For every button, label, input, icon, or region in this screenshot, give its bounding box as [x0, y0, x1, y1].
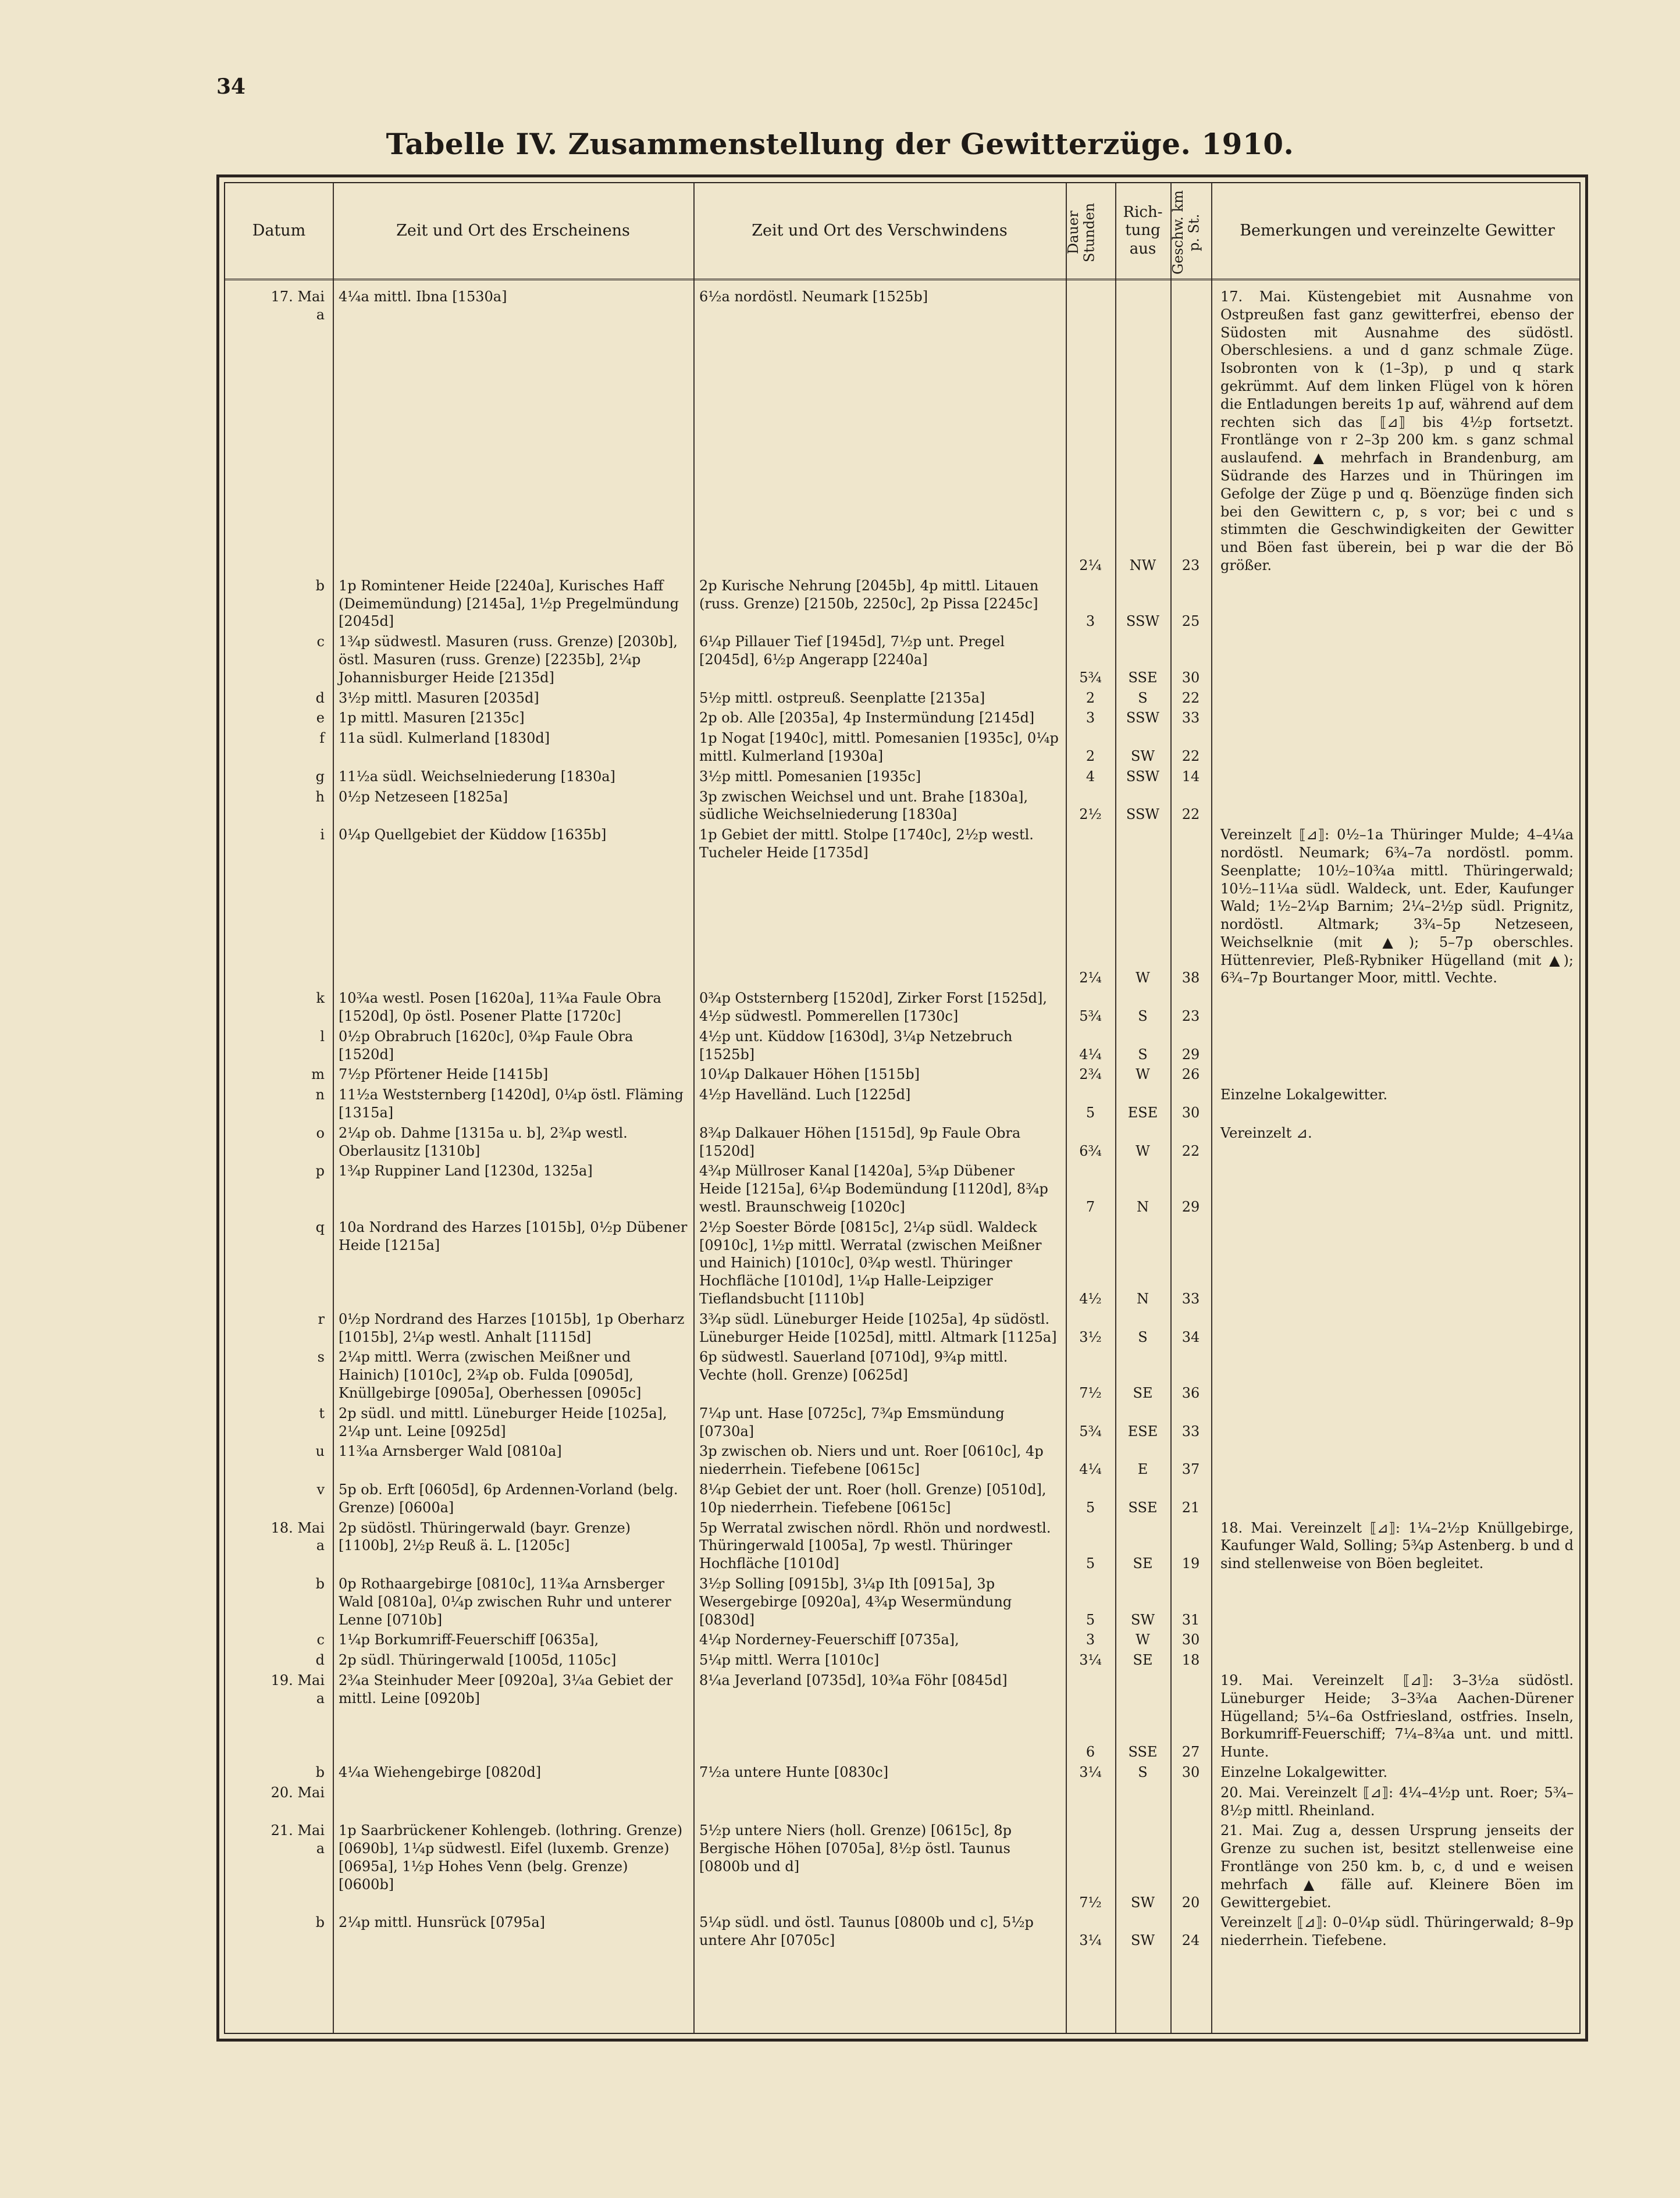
table-row: [225, 788, 1579, 824]
row-geschw: 20: [1181, 1894, 1200, 1911]
row-date: f: [319, 730, 325, 747]
row-date: b: [315, 1764, 325, 1780]
row-date: c: [316, 633, 325, 650]
row-richtung: S: [1138, 1008, 1148, 1025]
row-date: 19. Mai a: [270, 1672, 325, 1707]
table-row: [225, 1219, 1579, 1308]
row-erscheinen: 1p mittl. Masuren [2135c]: [339, 710, 525, 726]
row-bemerkung: [1211, 1481, 1579, 1517]
row-geschw: 30: [1181, 1764, 1200, 1780]
header-dauer: Dauer Stunden: [1065, 202, 1098, 263]
table-row: [225, 1028, 1579, 1064]
row-dauer: 5¾: [1079, 1423, 1102, 1440]
row-bemerkung: [1211, 1066, 1579, 1084]
row-bemerkung: [1211, 1310, 1579, 1346]
row-erscheinen: 11¾a Arnsberger Wald [0810a]: [339, 1443, 562, 1460]
row-bemerkung: [1211, 1219, 1579, 1308]
row-bemerkung: [1211, 689, 1579, 707]
row-richtung: SW: [1130, 747, 1155, 764]
header-bemerkungen: Bemerkungen und vereinzelte Gewitter: [1240, 221, 1555, 240]
row-dauer: 7: [1085, 1199, 1095, 1216]
row-dauer: 3: [1085, 613, 1095, 630]
table-frame: [216, 174, 1588, 2042]
row-bemerkung: [1211, 577, 1579, 630]
row-dauer: 6¾: [1079, 1142, 1102, 1159]
row-verschwinden: 5½p mittl. ostpreuß. Seenplatte [2135a]: [699, 689, 985, 706]
row-dauer: 4¼: [1079, 1046, 1102, 1063]
row-richtung: NW: [1129, 557, 1156, 573]
row-date: h: [315, 788, 325, 805]
page-number: 34: [216, 74, 246, 99]
row-bemerkung: [1211, 989, 1579, 1025]
row-dauer: 5: [1085, 1555, 1095, 1572]
table-body: [225, 288, 1579, 1952]
row-date: b: [315, 577, 325, 594]
row-erscheinen: [333, 1784, 693, 1820]
row-erscheinen: 1p Saarbrückener Kohlengeb. (lothring. Grenze) [0690b], 1¼p südwestl. Eifel (luxemb. Grenze) [0695a], 1½p Hohes Venn (belg. Grenze) [0600b]: [339, 1822, 683, 1893]
row-verschwinden: 8¼p Gebiet der unt. Roer (holl. Grenze) [0510d], 10p niederrhein. Tiefebene [0615c]: [699, 1481, 1047, 1516]
row-erscheinen: 10¾a westl. Posen [1620a], 11¾a Faule Obra [1520d], 0p östl. Posener Platte [1720c]: [339, 990, 661, 1025]
table-row: [225, 1575, 1579, 1629]
table-row: [225, 577, 1579, 630]
row-richtung: SE: [1133, 1555, 1153, 1572]
row-geschw: 33: [1181, 710, 1200, 726]
row-dauer: 2¼: [1079, 557, 1102, 573]
table-row: [225, 1124, 1579, 1160]
row-richtung: SSW: [1126, 613, 1160, 630]
row-date: m: [311, 1066, 325, 1083]
row-geschw: 27: [1181, 1744, 1200, 1761]
row-verschwinden: 3½p mittl. Pomesanien [1935c]: [699, 768, 921, 785]
row-verschwinden: 1p Nogat [1940c], mittl. Pomesanien [1935c], 0¼p mittl. Kulmerland [1930a]: [699, 730, 1059, 764]
row-geschw: 33: [1181, 1423, 1200, 1440]
row-verschwinden: 7½a untere Hunte [0830c]: [699, 1764, 889, 1780]
row-verschwinden: 6¼p Pillauer Tief [1945d], 7½p unt. Pregel [2045d], 6½p Angerapp [2240a]: [699, 633, 1005, 668]
row-erscheinen: 10a Nordrand des Harzes [1015b], 0½p Dübener Heide [1215a]: [339, 1219, 688, 1253]
row-geschw: 19: [1181, 1555, 1200, 1572]
row-erscheinen: 4¼a mittl. Ibna [1530a]: [339, 288, 507, 305]
row-erscheinen: 0p Rothaargebirge [0810c], 11¾a Arnsberger Wald [0810a], 0¼p zwischen Ruhr und unterer Lenne [0710b]: [339, 1575, 671, 1628]
table-row: [225, 1310, 1579, 1346]
row-date: q: [315, 1219, 325, 1235]
row-dauer: [1066, 1784, 1115, 1820]
row-geschw: 30: [1181, 1631, 1200, 1648]
row-bemerkung: [1211, 1631, 1579, 1649]
row-bemerkung: [1211, 1651, 1579, 1669]
row-erscheinen: 2¼p mittl. Hunsrück [0795a]: [339, 1914, 545, 1931]
row-date: r: [318, 1310, 325, 1327]
row-verschwinden: 3½p Solling [0915b], 3¼p Ith [0915a], 3p Wesergebirge [0920a], 4¾p Wesermündung [0830d]: [699, 1575, 1012, 1628]
row-dauer: 2¾: [1079, 1066, 1102, 1083]
page-title: Tabelle IV. Zusammenstellung der Gewitterzüge. 1910.: [386, 127, 1294, 161]
table-row: [225, 1631, 1579, 1649]
row-verschwinden: 2p Kurische Nehrung [2045b], 4p mittl. Litauen (russ. Grenze) [2150b, 2250c], 2p Pissa [2245c]: [699, 577, 1039, 612]
row-erscheinen: 1¼p Borkumriff-Feuerschiff [0635a],: [339, 1631, 599, 1648]
row-geschw: 22: [1181, 1142, 1200, 1159]
row-richtung: S: [1138, 1046, 1148, 1063]
row-verschwinden: 4½p Havelländ. Luch [1225d]: [699, 1086, 911, 1103]
table-row: [225, 1162, 1579, 1216]
table-row: [225, 1348, 1579, 1402]
row-richtung: W: [1136, 1066, 1150, 1083]
row-geschw: 23: [1181, 1008, 1200, 1025]
row-richtung: ESE: [1127, 1423, 1158, 1440]
row-geschw: 24: [1181, 1932, 1200, 1949]
row-richtung: SE: [1133, 1385, 1153, 1402]
row-date: c: [316, 1631, 325, 1648]
row-verschwinden: 5½p untere Niers (holl. Grenze) [0615c], 8p Bergische Höhen [0705a], 8½p östl. Taunus [0800b und d]: [699, 1822, 1012, 1875]
row-geschw: 22: [1181, 806, 1200, 823]
row-richtung: SE: [1133, 1652, 1153, 1669]
row-erscheinen: 1¾p südwestl. Masuren (russ. Grenze) [2030b], östl. Masuren (russ. Grenze) [2235b], 2¼p Johannisburger Heide [2135d]: [339, 633, 678, 686]
row-dauer: 3¼: [1079, 1932, 1102, 1949]
row-geschw: 21: [1181, 1499, 1200, 1516]
row-richtung: SSE: [1128, 669, 1158, 686]
header-verschwinden: Zeit und Ort des Verschwindens: [752, 221, 1008, 240]
row-erscheinen: 4¼a Wiehengebirge [0820d]: [339, 1764, 542, 1780]
row-erscheinen: 11a südl. Kulmerland [1830d]: [339, 730, 550, 747]
row-date: e: [316, 710, 325, 726]
row-geschw: 18: [1181, 1652, 1200, 1669]
table-row: [225, 1784, 1579, 1820]
row-geschw: 36: [1181, 1385, 1200, 1402]
row-verschwinden: 3p zwischen Weichsel und unt. Brahe [1830a], südliche Weichselniederung [1830a]: [699, 788, 1028, 823]
row-geschw: 25: [1181, 613, 1200, 630]
row-dauer: 2: [1085, 747, 1095, 764]
row-bemerkung: [1211, 768, 1579, 786]
row-erscheinen: 3½p mittl. Masuren [2035d]: [339, 689, 539, 706]
row-dauer: 4: [1085, 768, 1095, 785]
row-verschwinden: 2½p Soester Börde [0815c], 2¼p südl. Waldeck [0910c], 1½p mittl. Werratal (zwischen Meißner und Hainich) [1010c], 0¾p westl. Thüringer Hochfläche [1010d], 1¼p Halle-Leipziger Tieflandsbucht [1110b]: [699, 1219, 1042, 1308]
row-bemerkung: [1211, 1442, 1579, 1479]
header-erscheinen: Zeit und Ort des Erscheinens: [396, 221, 630, 240]
row-geschw: 23: [1181, 557, 1200, 573]
row-erscheinen: 2¼p ob. Dahme [1315a u. b], 2¾p westl. Oberlausitz [1310b]: [339, 1124, 628, 1159]
row-bemerkung: 20. Mai. Vereinzelt ⟦⊿⟧: 4¼–4½p unt. Roer; 5¾–8½p mittl. Rheinland.: [1220, 1784, 1574, 1819]
row-erscheinen: 0¼p Quellgebiet der Küddow [1635b]: [339, 827, 607, 843]
row-geschw: 34: [1181, 1328, 1200, 1345]
row-date: 21. Mai a: [270, 1822, 325, 1857]
row-dauer: 7½: [1079, 1385, 1102, 1402]
row-dauer: 4½: [1079, 1291, 1102, 1308]
row-bemerkung: Vereinzelt ⊿.: [1220, 1124, 1312, 1141]
row-verschwinden: 8¾p Dalkauer Höhen [1515d], 9p Faule Obra [1520d]: [699, 1124, 1021, 1159]
row-richtung: N: [1137, 1199, 1149, 1216]
row-geschw: 33: [1181, 1291, 1200, 1308]
row-richtung: W: [1136, 970, 1150, 986]
row-verschwinden: 7¼p unt. Hase [0725c], 7¾p Emsmündung [0730a]: [699, 1405, 1005, 1440]
row-date: g: [315, 768, 325, 785]
row-bemerkung: 19. Mai. Vereinzelt ⟦⊿⟧: 3–3½a südöstl. Lüneburger Heide; 3–3¾a Aachen-Dürener Hügelland; 5¼–6a Ostfriesland, ostfries. Inseln, Borkumriff-Feuerschiff; 7¼–8¾a unt. und mittl. Hunte.: [1220, 1672, 1574, 1761]
row-richtung: E: [1137, 1461, 1148, 1478]
row-date: d: [315, 1652, 325, 1669]
row-verschwinden: 4¼p Norderney-Feuerschiff [0735a],: [699, 1631, 959, 1648]
row-date: d: [315, 689, 325, 706]
row-richtung: S: [1138, 689, 1148, 706]
table-row: [225, 1651, 1579, 1669]
row-date: i: [320, 827, 325, 843]
row-date: 20. Mai: [270, 1784, 325, 1801]
header-geschw: Geschw. km p. St.: [1170, 190, 1202, 275]
row-erscheinen: 0½p Nordrand des Harzes [1015b], 1p Oberharz [1015b], 2¼p westl. Anhalt [1115d]: [339, 1310, 685, 1345]
row-bemerkung: [1211, 633, 1579, 686]
row-erscheinen: 1p Romintener Heide [2240a], Kurisches Haff (Deimemündung) [2145a], 1½p Pregelmündung [2045d]: [339, 577, 679, 630]
table-row: [225, 729, 1579, 765]
row-erscheinen: 2¼p mittl. Werra (zwischen Meißner und Hainich) [1010c], 2¾p ob. Fulda [0905d], Knüllgebirge [0905a], Oberhessen [0905c]: [339, 1349, 642, 1402]
row-richtung: S: [1138, 1764, 1148, 1780]
row-verschwinden: 3¾p südl. Lüneburger Heide [1025a], 4p südöstl. Lüneburger Heide [1025d], mittl. Altmark [1125a]: [699, 1310, 1057, 1345]
row-verschwinden: 8¼a Jeverland [0735d], 10¾a Föhr [0845d]: [699, 1672, 1008, 1688]
row-bemerkung: [1211, 1405, 1579, 1441]
row-erscheinen: 2p südöstl. Thüringerwald (bayr. Grenze) [1100b], 2½p Reuß ä. L. [1205c]: [339, 1519, 631, 1554]
row-richtung: W: [1136, 1631, 1150, 1648]
table-row: [225, 1914, 1579, 1950]
table-row: [225, 1086, 1579, 1122]
row-richtung: SW: [1130, 1932, 1155, 1949]
row-erscheinen: 11½a Weststernberg [1420d], 0¼p östl. Fläming [1315a]: [339, 1086, 684, 1121]
row-geschw: 22: [1181, 689, 1200, 706]
row-erscheinen: 2p südl. Thüringerwald [1005d, 1105c]: [339, 1652, 617, 1669]
row-dauer: 2¼: [1079, 970, 1102, 986]
row-erscheinen: 2¾a Steinhuder Meer [0920a], 3¼a Gebiet der mittl. Leine [0920b]: [339, 1672, 673, 1707]
row-date: b: [315, 1575, 325, 1592]
row-erscheinen: 7½p Pförtener Heide [1415b]: [339, 1066, 549, 1083]
row-erscheinen: 11½a südl. Weichselniederung [1830a]: [339, 768, 615, 785]
row-erscheinen: 2p südl. und mittl. Lüneburger Heide [1025a], 2¼p unt. Leine [0925d]: [339, 1405, 667, 1440]
table-row: [225, 1481, 1579, 1517]
row-date: t: [319, 1405, 325, 1422]
table-row: [225, 989, 1579, 1025]
row-verschwinden: 5p Werratal zwischen nördl. Rhön und nordwestl. Thüringerwald [1005a], 7p westl. Thüringer Hochfläche [1010d]: [699, 1519, 1051, 1572]
row-bemerkung: 18. Mai. Vereinzelt ⟦⊿⟧: 1¼–2½p Knüllgebirge, Kaufunger Wald, Solling; 5¾p Astenberg. b und d sind stellenweise von Böen begleitet.: [1220, 1519, 1574, 1572]
row-richtung: SSW: [1126, 768, 1160, 785]
row-verschwinden: 6½a nordöstl. Neumark [1525b]: [699, 288, 928, 305]
row-dauer: 5: [1085, 1611, 1095, 1628]
row-date: l: [320, 1028, 325, 1045]
row-verschwinden: [693, 1784, 1066, 1820]
row-richtung: SSW: [1126, 710, 1160, 726]
row-date: u: [315, 1443, 325, 1460]
row-date: o: [316, 1124, 325, 1141]
row-date: v: [316, 1481, 325, 1498]
row-verschwinden: 6p südwestl. Sauerland [0710d], 9¾p mittl. Vechte (holl. Grenze) [0625d]: [699, 1349, 1008, 1384]
row-erscheinen: 5p ob. Erft [0605d], 6p Ardennen-Vorland (belg. Grenze) [0600a]: [339, 1481, 678, 1516]
row-richtung: SSE: [1128, 1499, 1158, 1516]
row-erscheinen: 0½p Netzeseen [1825a]: [339, 788, 508, 805]
row-verschwinden: 5¼p südl. und östl. Taunus [0800b und c], 5½p untere Ahr [0705c]: [699, 1914, 1034, 1949]
row-richtung: ESE: [1127, 1105, 1158, 1121]
row-geschw: 26: [1181, 1066, 1200, 1083]
table-row: [225, 709, 1579, 727]
row-verschwinden: 5¼p mittl. Werra [1010c]: [699, 1652, 880, 1669]
table-row: [225, 633, 1579, 686]
row-richtung: W: [1136, 1142, 1150, 1159]
row-dauer: 3: [1085, 710, 1095, 726]
row-date: n: [315, 1086, 325, 1103]
row-date: b: [315, 1914, 325, 1931]
table-row: [225, 826, 1579, 987]
row-bemerkung: Vereinzelt ⟦⊿⟧: 0½–1a Thüringer Mulde; 4–4¼a nordöstl. Neumark; 6¾–7a nordöstl. pomm. Seenplatte; 10½–10¾a mittl. Thüringerwald; 10½–11¼a südl. Waldeck, unt. Eder, Kaufunger Wald; 1½–2¼p Barnim; 2¼–2½p südl. Prignitz, nordöstl. Altmark; 3¾–5p Netzeseen, Weichselknie (mit ▲); 5–7p oberschles. Hüttenrevier, Pleß-Rybniker Hügelland (mit ▲); 6¾–7p Bourtanger Moor, mittl. Vechte.: [1220, 827, 1574, 986]
header-datum: Datum: [252, 221, 306, 240]
row-geschw: 30: [1181, 669, 1200, 686]
row-richtung: [1115, 1784, 1170, 1820]
row-bemerkung: 17. Mai. Küstengebiet mit Ausnahme von Ostpreußen fast ganz gewitterfrei, ebenso der Südosten mit Ausnahme des südöstl. Oberschlesiens. a und d ganz schmale Züge. Isobronten von k (1–3p), p und q stark gekrümmt. Auf dem linken Flügel von k hören die Entladungen bereits 1p auf, während auf dem rechten sich das ⟦⊿⟧ bis 4½p fortsetzt. Frontlänge von r 2–3p 200 km. s ganz schmal auslaufend. ▲ mehrfach in Brandenburg, am Südrande des Harzes und in Thüringen im Gefolge der Züge p und q. Böenzüge finden sich bei den Gewittern c, p, s vor; bei c und s stimmten die Geschwindigkeiten der Gewitter und Böen fast überein, bei p war die der Bö größer.: [1220, 288, 1574, 573]
row-bemerkung: Einzelne Lokalgewitter.: [1220, 1086, 1388, 1103]
row-geschw: [1170, 1784, 1211, 1820]
row-geschw: 37: [1181, 1461, 1200, 1478]
table-row: [225, 1822, 1579, 1911]
row-dauer: 5: [1085, 1499, 1095, 1516]
row-date: 18. Mai a: [270, 1519, 325, 1554]
row-dauer: 4¼: [1079, 1461, 1102, 1478]
row-verschwinden: 4¾p Müllroser Kanal [1420a], 5¾p Dübener Heide [1215a], 6¼p Bodemündung [1120d], 8¾p westl. Braunschweig [1020c]: [699, 1163, 1048, 1216]
table-inner: [224, 182, 1581, 2034]
row-bemerkung: Vereinzelt ⟦⊿⟧: 0–0¼p südl. Thüringerwald; 8–9p niederrhein. Tiefebene.: [1220, 1914, 1574, 1949]
row-bemerkung: [1211, 709, 1579, 727]
row-dauer: 3¼: [1079, 1764, 1102, 1780]
row-dauer: 5: [1085, 1105, 1095, 1121]
row-geschw: 29: [1181, 1199, 1200, 1216]
row-dauer: 2½: [1079, 806, 1102, 823]
table-row: [225, 768, 1579, 786]
row-dauer: 3: [1085, 1631, 1095, 1648]
row-date: 17. Mai a: [270, 288, 325, 323]
row-verschwinden: 2p ob. Alle [2035a], 4p Instermündung [2145d]: [699, 710, 1035, 726]
row-bemerkung: [1211, 1162, 1579, 1216]
row-richtung: SW: [1130, 1611, 1155, 1628]
row-dauer: 3½: [1079, 1328, 1102, 1345]
row-dauer: 3¼: [1079, 1652, 1102, 1669]
row-verschwinden: 0¾p Oststernberg [1520d], Zirker Forst [1525d], 4½p südwestl. Pommerellen [1730c]: [699, 990, 1048, 1025]
row-geschw: 30: [1181, 1105, 1200, 1121]
row-dauer: 5¾: [1079, 669, 1102, 686]
row-bemerkung: 21. Mai. Zug a, dessen Ursprung jenseits der Grenze zu suchen ist, besitzt stellenweise eine Frontlänge von 250 km. b, c, d und e weisen mehrfach ▲ fälle auf. Kleinere Böen im Gewittergebiet.: [1220, 1822, 1574, 1911]
row-geschw: 22: [1181, 747, 1200, 764]
row-dauer: 2: [1085, 689, 1095, 706]
row-verschwinden: 10¼p Dalkauer Höhen [1515b]: [699, 1066, 920, 1083]
row-geschw: 31: [1181, 1611, 1200, 1628]
row-date: k: [316, 990, 325, 1007]
row-erscheinen: 1¾p Ruppiner Land [1230d, 1325a]: [339, 1163, 593, 1180]
row-bemerkung: [1211, 1575, 1579, 1629]
row-bemerkung: [1211, 729, 1579, 765]
table-row: [225, 1764, 1579, 1782]
header-richtung: Rich- tung aus: [1123, 204, 1163, 258]
row-verschwinden: 3p zwischen ob. Niers und unt. Roer [0610c], 4p niederrhein. Tiefebene [0615c]: [699, 1443, 1044, 1478]
row-bemerkung: [1211, 1348, 1579, 1402]
row-richtung: SSE: [1128, 1744, 1158, 1761]
table-row: [225, 1442, 1579, 1479]
table-row: [225, 1066, 1579, 1084]
table-row: [225, 1405, 1579, 1441]
row-richtung: S: [1138, 1328, 1148, 1345]
row-bemerkung: [1211, 788, 1579, 824]
row-dauer: 7½: [1079, 1894, 1102, 1911]
row-geschw: 38: [1181, 970, 1200, 986]
table-row: [225, 288, 1579, 575]
row-verschwinden: 4½p unt. Küddow [1630d], 3¼p Netzebruch [1525b]: [699, 1028, 1013, 1063]
table-row: [225, 1672, 1579, 1761]
row-richtung: N: [1137, 1291, 1149, 1308]
header-rule: [225, 279, 1579, 280]
row-erscheinen: 0½p Obrabruch [1620c], 0¾p Faule Obra [1520d]: [339, 1028, 633, 1063]
row-richtung: SW: [1130, 1894, 1155, 1911]
table-row: [225, 689, 1579, 707]
row-geschw: 14: [1181, 768, 1200, 785]
row-date: s: [317, 1349, 325, 1366]
row-richtung: SSW: [1126, 806, 1160, 823]
row-verschwinden: 1p Gebiet der mittl. Stolpe [1740c], 2½p westl. Tucheler Heide [1735d]: [699, 827, 1034, 861]
row-bemerkung: Einzelne Lokalgewitter.: [1220, 1764, 1388, 1780]
row-date: p: [315, 1163, 325, 1180]
row-dauer: 6: [1085, 1744, 1095, 1761]
row-bemerkung: [1211, 1028, 1579, 1064]
row-dauer: 5¾: [1079, 1008, 1102, 1025]
table-row: [225, 1519, 1579, 1573]
row-geschw: 29: [1181, 1046, 1200, 1063]
